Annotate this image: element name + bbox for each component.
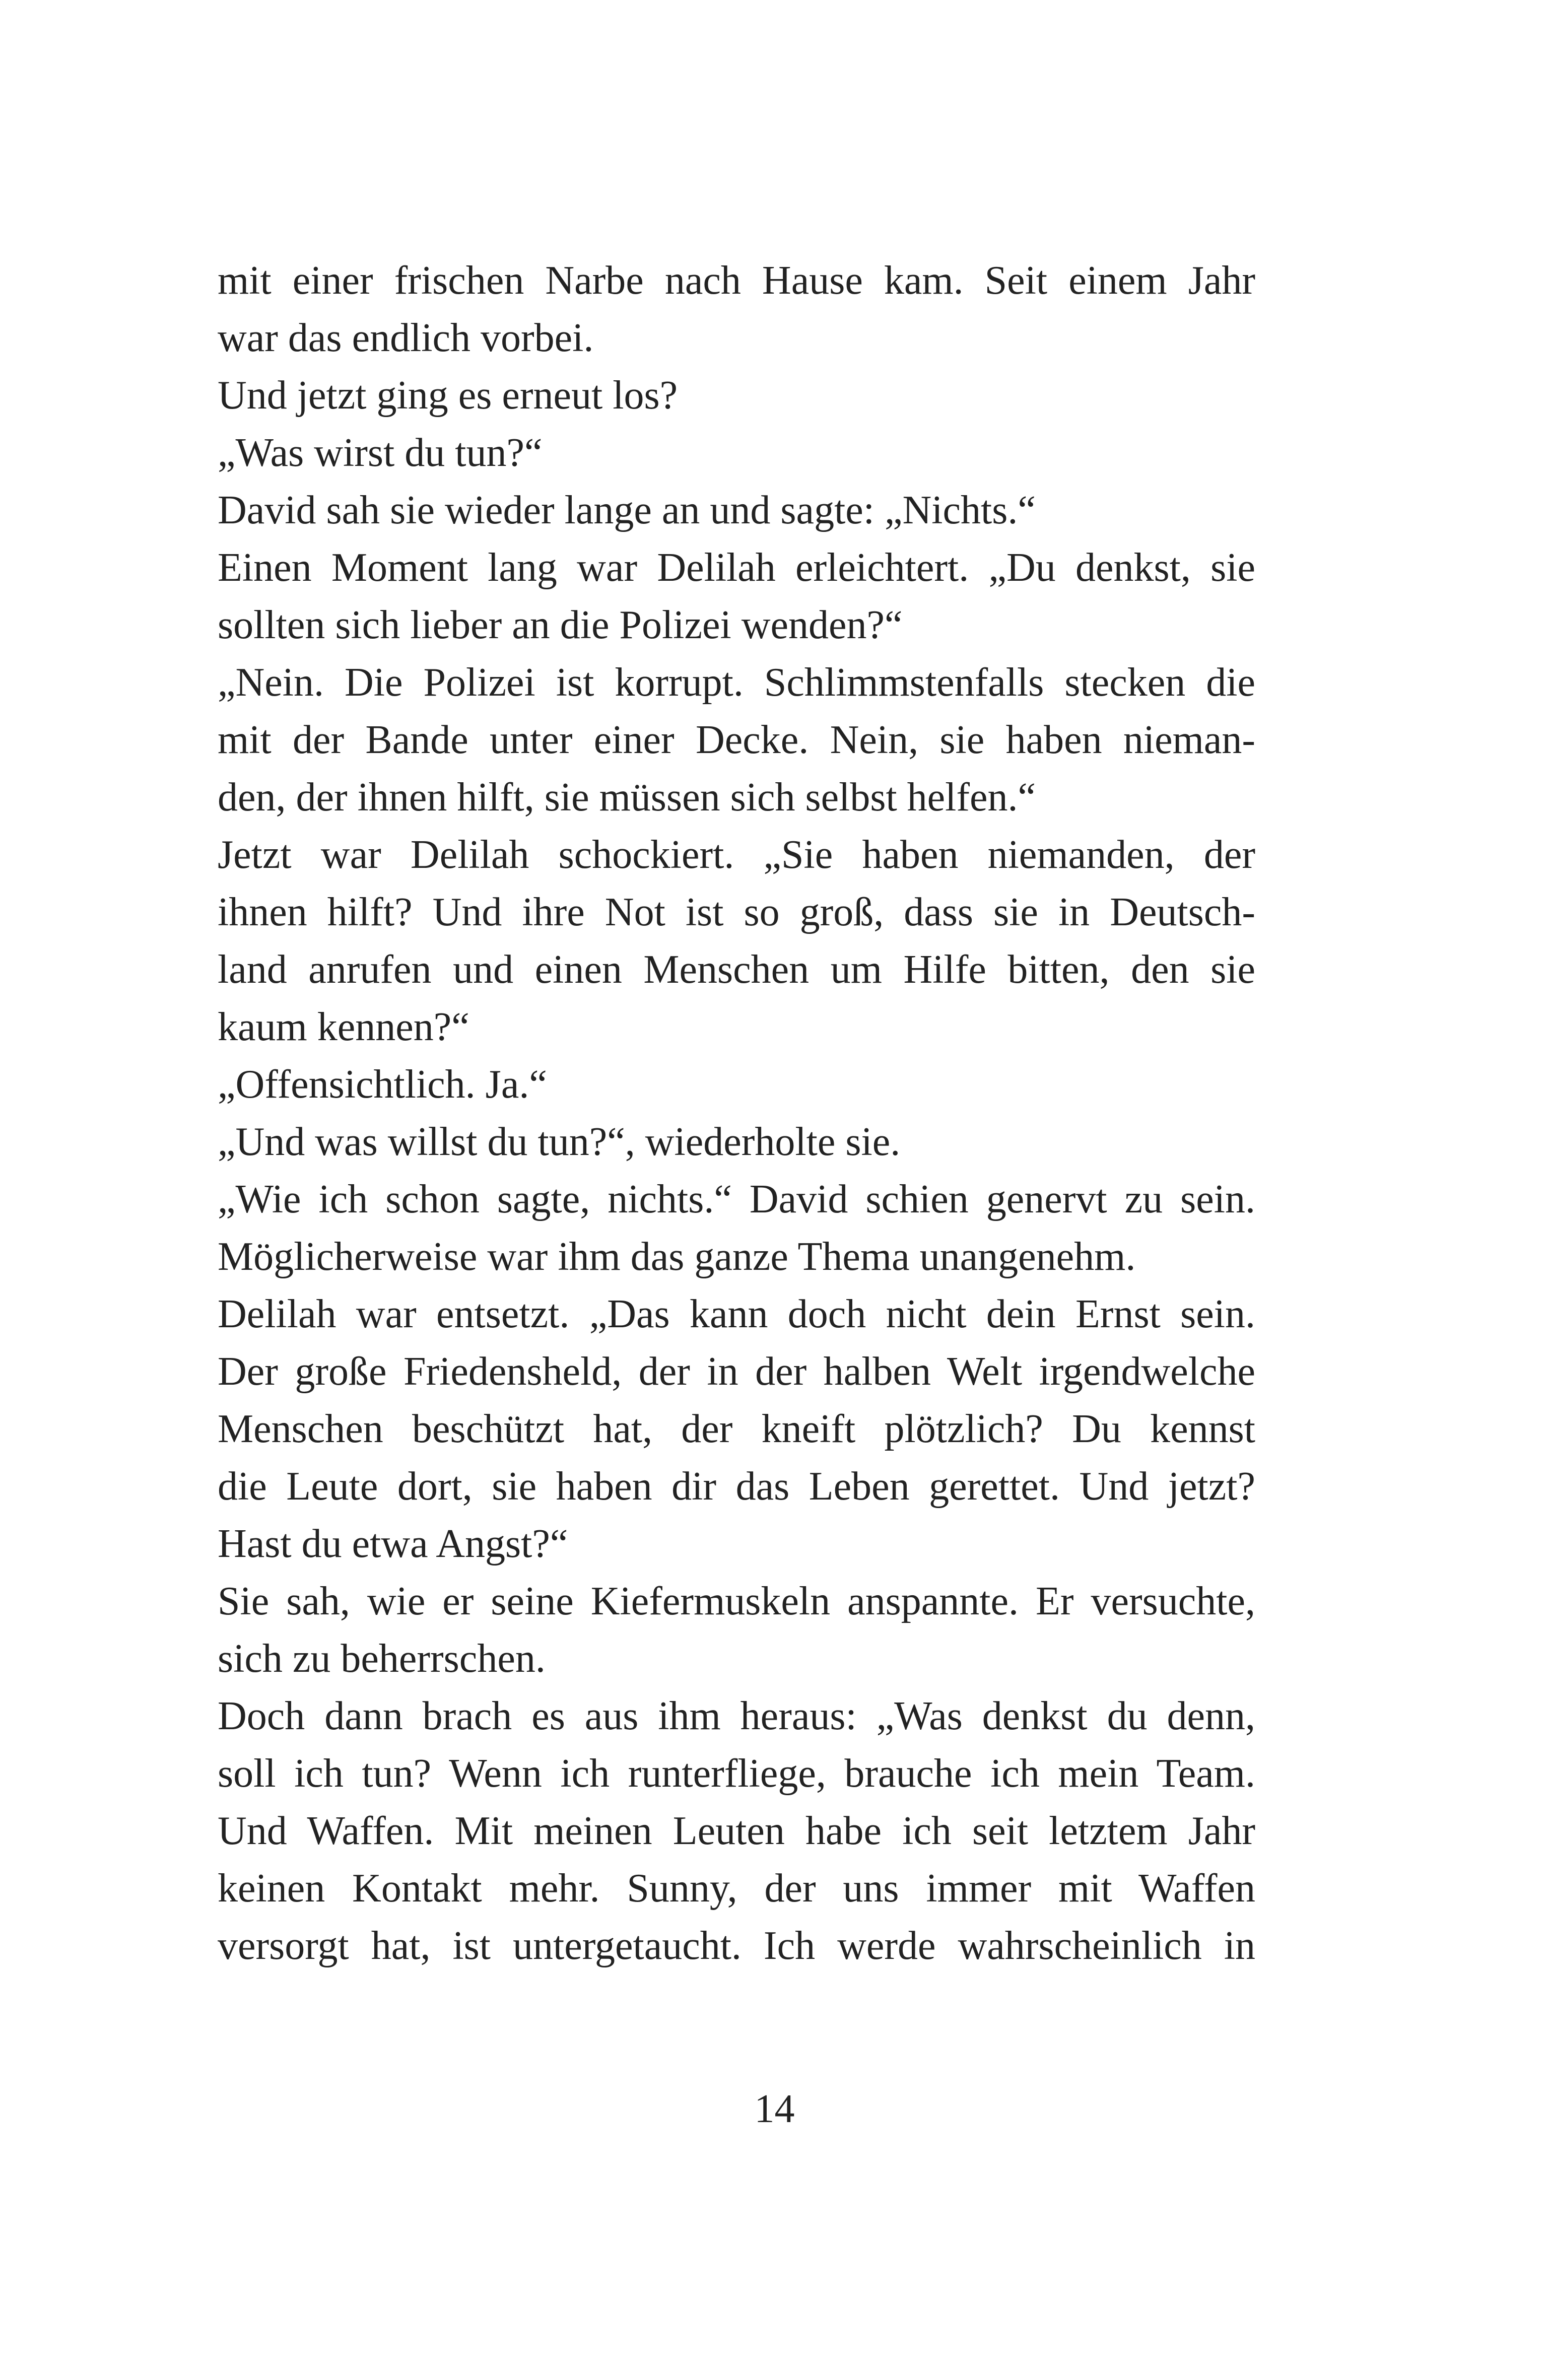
text-line: soll ich tun? Wenn ich runterfliege, brauche ich mein Team.: [218, 1751, 1255, 1796]
text-line: war das endlich vorbei.: [218, 316, 594, 360]
text-line: ihnen hilft? Und ihre Not ist so groß, dass sie in Deutsch-: [218, 890, 1255, 934]
text-line: David sah sie wieder lange an und sagte: „Nichts.“: [218, 488, 1036, 532]
text-line: keinen Kontakt mehr. Sunny, der uns immer mit Waffen: [218, 1866, 1255, 1911]
text-line: Menschen beschützt hat, der kneift plötzlich? Du kennst: [218, 1407, 1255, 1451]
text-line: den, der ihnen hilft, sie müssen sich selbst helfen.“: [218, 775, 1036, 820]
text-line: kaum kennen?“: [218, 1005, 469, 1049]
body-text: [218, 252, 1255, 1975]
text-line: „Offensichtlich. Ja.“: [218, 1062, 547, 1107]
text-line: Doch dann brach es aus ihm heraus: „Was denkst du denn,: [218, 1694, 1255, 1738]
text-line: Delilah war entsetzt. „Das kann doch nicht dein Ernst sein.: [218, 1292, 1255, 1336]
text-line: Sie sah, wie er seine Kiefermuskeln anspannte. Er versuchte,: [218, 1579, 1255, 1623]
text-line: land anrufen und einen Menschen um Hilfe bitten, den sie: [218, 947, 1255, 992]
text-line: Und jetzt ging es erneut los?: [218, 373, 678, 418]
text-line: mit der Bande unter einer Decke. Nein, sie haben nieman-: [218, 718, 1255, 762]
text-line: die Leute dort, sie haben dir das Leben gerettet. Und jetzt?: [218, 1464, 1255, 1509]
text-line: „Und was willst du tun?“, wiederholte sie.: [218, 1120, 901, 1164]
text-line: Der große Friedensheld, der in der halben Welt irgendwelche: [218, 1349, 1255, 1394]
page-number: 14: [754, 2087, 795, 2131]
text-line: Und Waffen. Mit meinen Leuten habe ich seit letztem Jahr: [218, 1809, 1255, 1853]
text-line: Möglicherweise war ihm das ganze Thema unangenehm.: [218, 1235, 1136, 1279]
text-line: Hast du etwa Angst?“: [218, 1522, 568, 1566]
text-line: „Nein. Die Polizei ist korrupt. Schlimmstenfalls stecken die: [218, 660, 1255, 705]
text-line: sollten sich lieber an die Polizei wenden?“: [218, 603, 903, 647]
text-line: versorgt hat, ist untergetaucht. Ich werde wahrscheinlich in: [218, 1924, 1255, 1968]
text-line: „Wie ich schon sagte, nichts.“ David schien genervt zu sein.: [218, 1177, 1255, 1221]
text-line: Einen Moment lang war Delilah erleichtert. „Du denkst, sie: [218, 546, 1255, 590]
text-line: „Was wirst du tun?“: [218, 431, 543, 475]
text-line: mit einer frischen Narbe nach Hause kam. Seit einem Jahr: [218, 258, 1255, 303]
text-line: sich zu beherrschen.: [218, 1637, 546, 1681]
text-line: Jetzt war Delilah schockiert. „Sie haben niemanden, der: [218, 833, 1255, 877]
